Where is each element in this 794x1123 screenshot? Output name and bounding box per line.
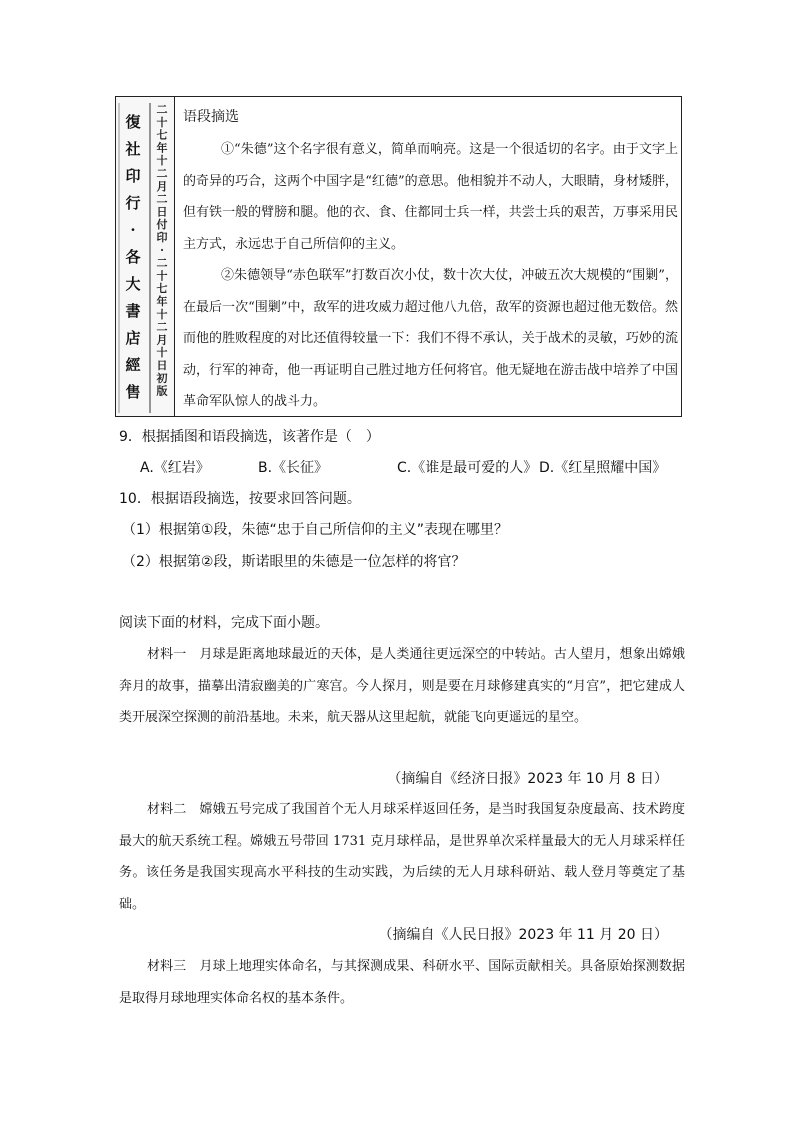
material-3: 材料三 月球上地理实体命名，与其探测成果、科研水平、国际贡献相关。具备原始探测数据是取得月球地理实体命名权的基本条件。 bbox=[119, 959, 685, 1006]
excerpt-title: 语段摘选 bbox=[183, 109, 239, 125]
question-9-option-a: A.《红岩》 bbox=[140, 460, 210, 476]
excerpt-area bbox=[175, 97, 681, 416]
question-9-option-d: D.《红星照耀中国》 bbox=[539, 460, 667, 476]
question-9-stem: 9．根据插图和语段摘选，该著作是（ ） bbox=[119, 429, 380, 445]
question-10-sub-1: （1）根据第①段，朱德“忠于自己所信仰的主义”表现在哪里？ bbox=[122, 522, 508, 538]
material-1: 材料一 月球是距离地球最近的天体，是人类通往更远深空的中转站。古人望月，想象出嫦娥奔月的故事，描摹出清寂幽美的广寒宫。今人探月，则是要在月球修建真实的“月宫”，把它建成人类开展深空探测的前沿基地。未来，航天器从这里起航，就能飞向更遥远的星空。 bbox=[119, 647, 685, 725]
material-2-source: （摘编自《人民日报》2023 年 11 月 20 日） bbox=[378, 927, 668, 943]
excerpt-paragraph-1: ①“朱德”这个名字很有意义，简单而响亮。这是一个很适切的名字。由于文字上的奇异的巧合，这两个中国字是“红德”的意思。他相貌并不动人，大眼睛，身材矮胖，但有铁一般的臂膀和腿。他的衣、食、住都同士兵一样，共尝士兵的艰苦，万事采用民主方式，永远忠于自己所信仰的主义。 bbox=[183, 142, 678, 252]
question-10-stem: 10．根据语段摘选，按要求回答问题。 bbox=[119, 491, 361, 507]
book-cover-image bbox=[116, 97, 175, 416]
book-cover-left-column: 復社印行·各大書店經售 bbox=[125, 113, 141, 401]
excerpt-paragraph-2: ②朱德领导“赤色联军”打数百次小仗，数十次大仗，冲破五次大规模的“围剿”，在最后一次“围剿”中，敌军的进攻威力超过他八九倍，敌军的资源也超过他无数倍。然而他的胜败程度的对比还值得较量一下：我们不得不承认，关于战术的灵敏，巧妙的流动，行军的神奇，他一再证明自己胜过地方任何将官。他无疑地在游击战中培养了中国革命军队惊人的战斗力。 bbox=[183, 268, 678, 409]
book-cover-right-column: 二十七年十二月二日付印·二十七年十二月十日初版 bbox=[156, 103, 168, 398]
question-9-option-c: C.《谁是最可爱的人》 bbox=[397, 460, 538, 476]
reading-intro: 阅读下面的材料，完成下面小题。 bbox=[119, 615, 329, 631]
question-9-option-b: B.《长征》 bbox=[258, 460, 329, 476]
excerpt-figure-box bbox=[115, 96, 682, 417]
material-2: 材料二 嫦娥五号完成了我国首个无人月球采样返回任务，是当时我国复杂度最高、技术跨度最大的航天系统工程。嫦娥五号带回 1731 克月球样品，是世界单次采样量最大的无人月球采样任务。该任务是我国实现高水平科技的生动实践，为后续的无人月球科研站、载人登月等奠定了基础。 bbox=[119, 802, 685, 912]
material-1-source: （摘编自《经济日报》2023 年 10 月 8 日） bbox=[387, 771, 668, 787]
question-10-sub-2: （2）根据第②段，斯诺眼里的朱德是一位怎样的将官？ bbox=[122, 554, 466, 570]
